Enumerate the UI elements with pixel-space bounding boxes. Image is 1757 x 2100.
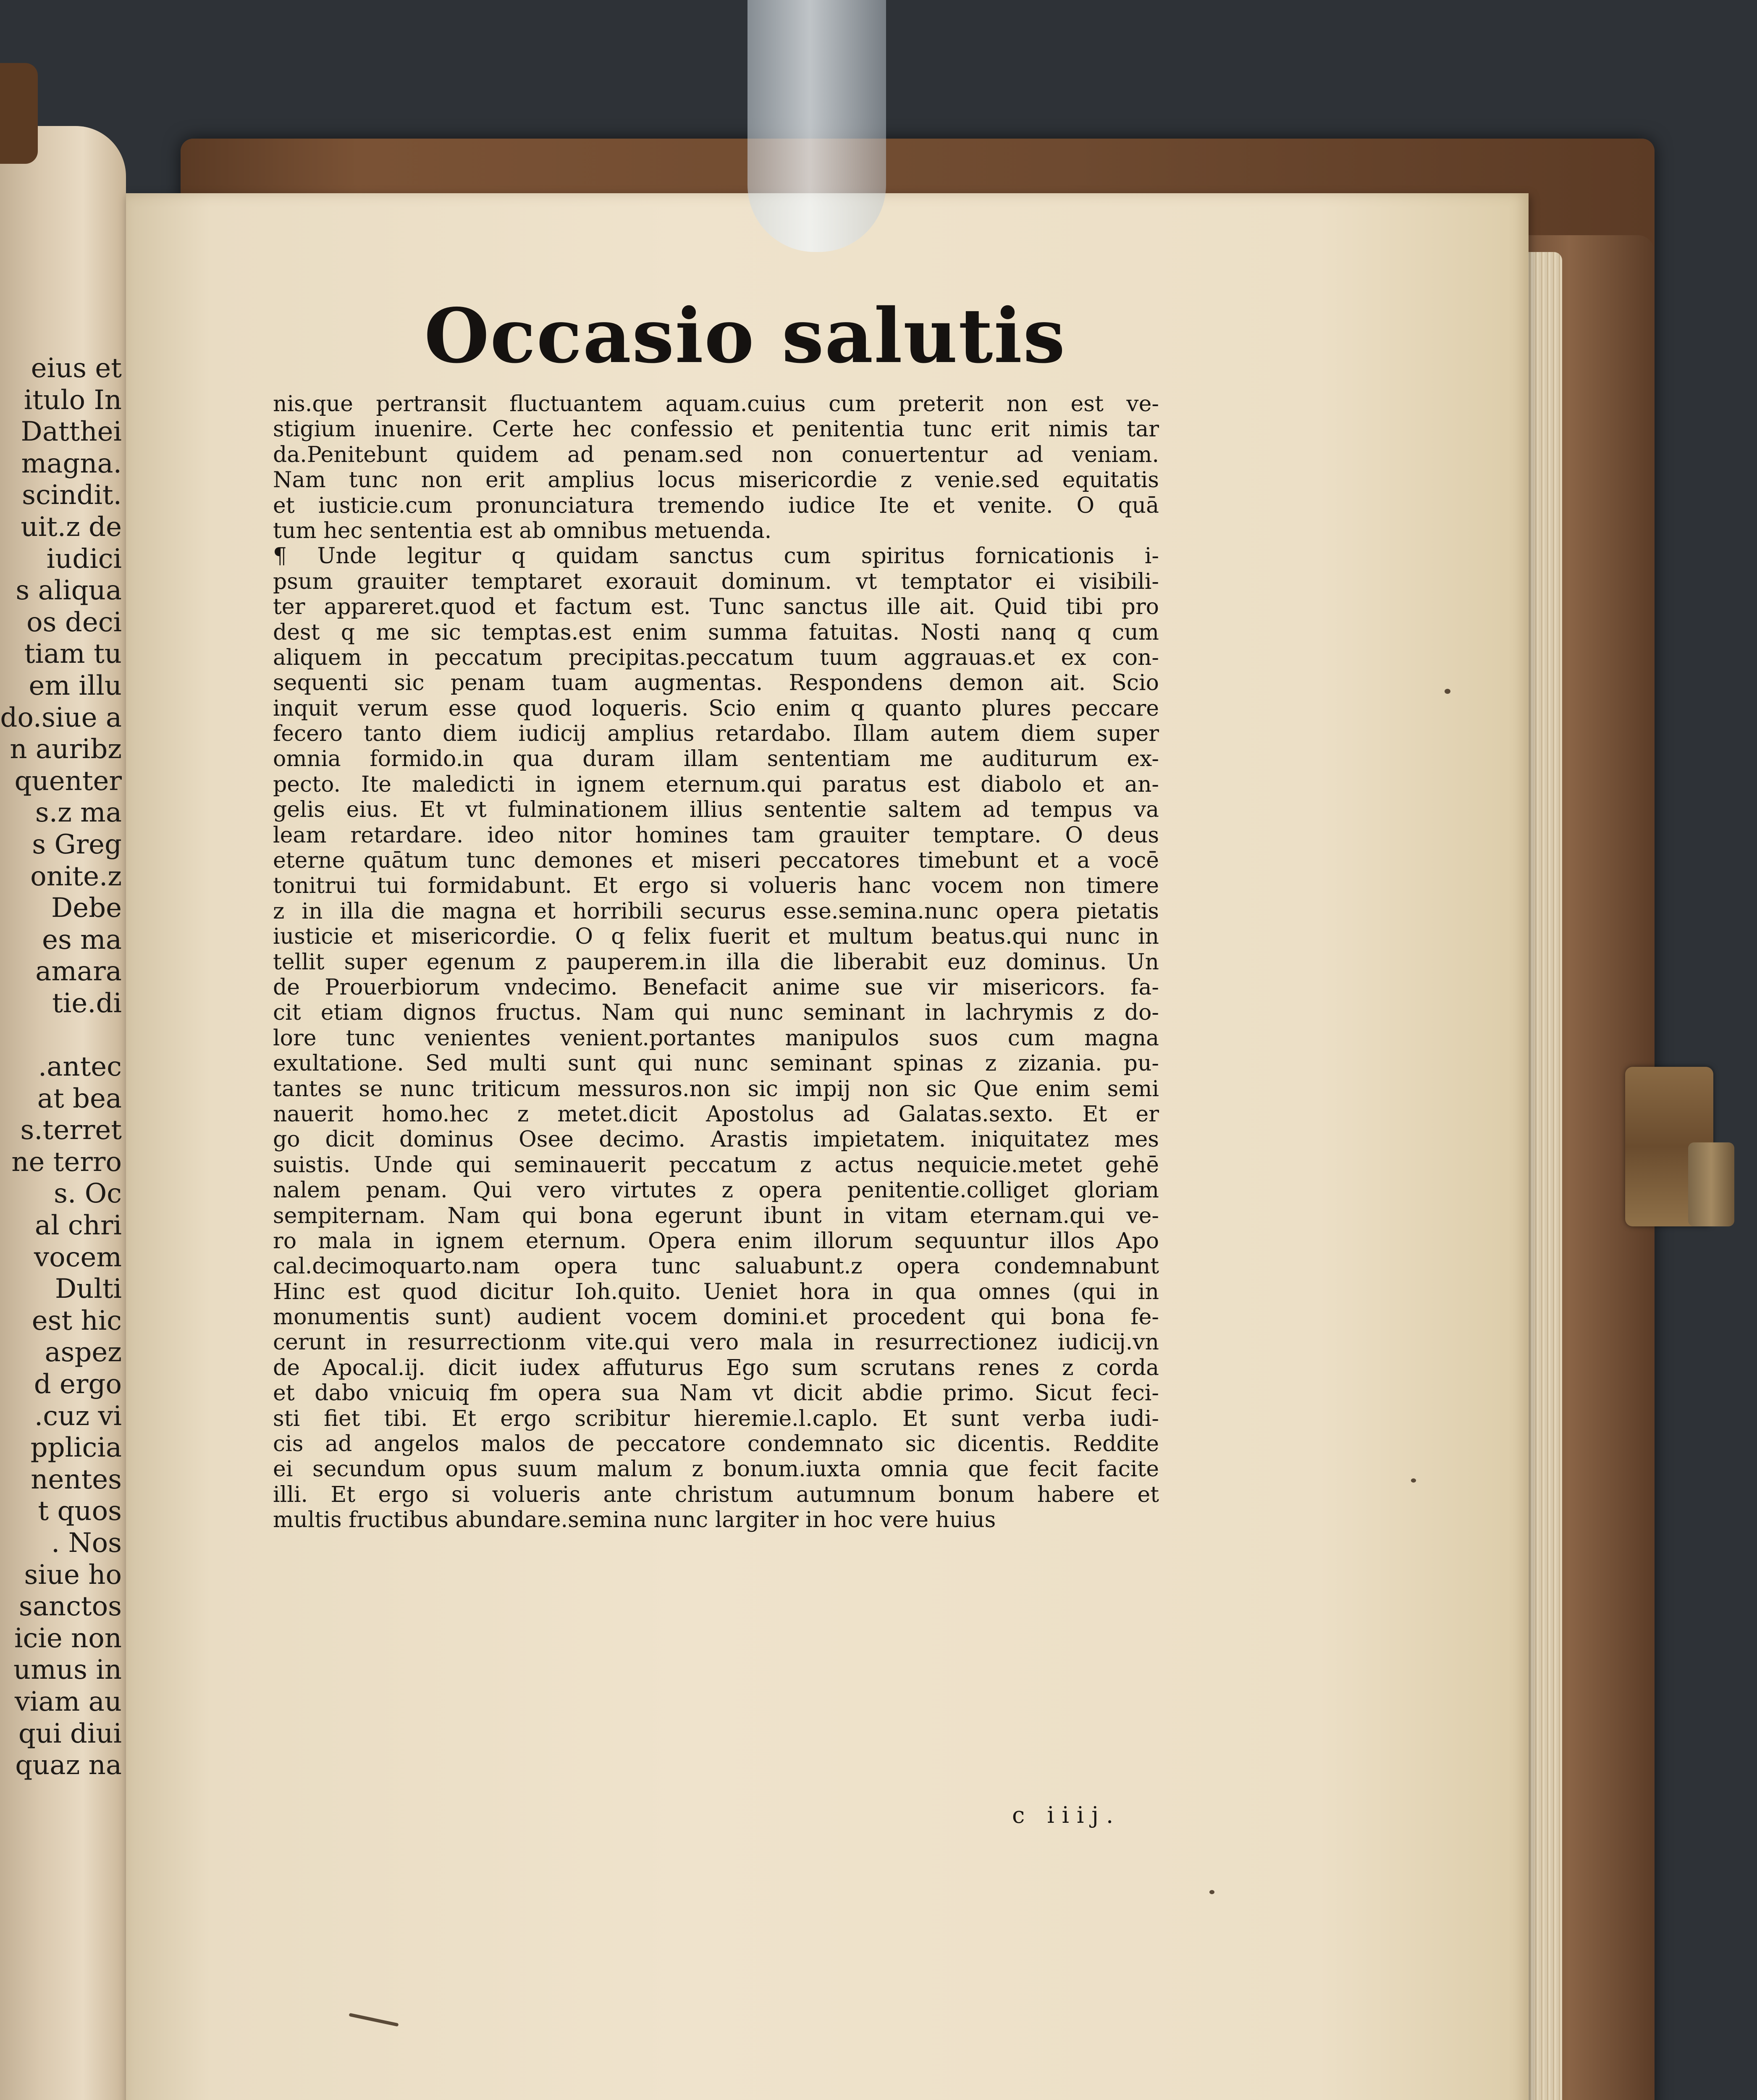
text-line: multis fructibus abundare.semina nunc largiter in hoc vere huius	[273, 1507, 996, 1533]
left-text-fragment: n auribz	[10, 734, 122, 765]
text-line: de Apocal.ij. dicit iudex affuturus Ego sum scrutans renes z corda	[273, 1355, 1159, 1381]
left-text-fragment: al chri	[34, 1210, 122, 1242]
text-line: cit etiam dignos fructus. Nam qui nunc seminant in lachrymis z do-	[273, 1000, 1159, 1026]
left-text-fragment: uit.z de	[21, 511, 122, 543]
left-text-fragment: magna.	[21, 448, 122, 479]
left-text-fragment: iudici	[46, 543, 122, 575]
text-line: et dabo vnicuiq fm opera sua Nam vt dicit abdie primo. Sicut feci-	[273, 1381, 1159, 1406]
left-text-fragment: .cuz vi	[34, 1400, 122, 1432]
text-line: sti fiet tibi. Et ergo scribitur hieremie.l.caplo. Et sunt verba iudi-	[273, 1406, 1159, 1431]
text-line: suistis. Unde qui seminauerit peccatum z actus nequicie.metet gehē	[273, 1152, 1159, 1178]
left-text-fragment: quaz na	[15, 1750, 122, 1781]
paper-speck	[1445, 689, 1450, 694]
text-line: dest q me sic temptas.est enim summa fatuitas. Nosti nanq q cum	[273, 620, 1159, 645]
running-head: Occasio salutis	[424, 292, 1066, 380]
left-text-fragment: d ergo	[34, 1369, 122, 1400]
left-text-fragment	[0, 1019, 122, 1051]
paper-speck	[1411, 1478, 1416, 1483]
left-text-fragment: os deci	[26, 606, 122, 638]
signature-mark: c iiij.	[1012, 1802, 1121, 1828]
text-line: ter appareret.quod et factum est. Tunc sanctus ille ait. Quid tibi pro	[273, 594, 1159, 620]
left-text-fragment: ne terro	[11, 1146, 122, 1178]
left-text-fragment: Datthei	[21, 416, 122, 448]
left-text-fragment: umus in	[13, 1654, 122, 1686]
left-text-fragment: aspez	[45, 1337, 122, 1368]
text-line: fecero tanto diem iudicij amplius retardabo. Illam autem diem super	[273, 721, 1159, 747]
text-line: monumentis sunt) audient vocem domini.et procedent qui bona fe-	[273, 1305, 1159, 1330]
text-line: leam retardare. ideo nitor homines tam grauiter temptare. O deus	[273, 822, 1159, 848]
text-line: stigium inuenire. Certe hec confessio et penitentia tunc erit nimis tar	[273, 417, 1159, 442]
text-line: et iusticie.cum pronunciatura tremendo iudice Ite et venite. O quā	[273, 493, 1159, 518]
left-text-fragment: s. Oc	[54, 1178, 122, 1210]
left-text-fragment: qui diui	[18, 1718, 122, 1749]
text-line: nalem penam. Qui vero virtutes z opera penitentie.colliget gloriam	[273, 1178, 1159, 1203]
left-text-fragment: Dulti	[55, 1273, 122, 1305]
text-line: cerunt in resurrectionm vite.qui vero mala in resurrectionez iudicij.vn	[273, 1330, 1159, 1355]
text-line: psum grauiter temptaret exorauit dominum. vt temptator ei visibili-	[273, 569, 1159, 594]
text-line: sempiternam. Nam qui bona egerunt ibunt in vitam eternam.qui ve-	[273, 1203, 1159, 1228]
text-line: gelis eius. Et vt fulminationem illius sententie saltem ad tempus va	[273, 797, 1159, 823]
left-text-fragment: icie non	[14, 1622, 122, 1654]
left-text-fragment: tie.di	[52, 987, 122, 1019]
text-line: pecto. Ite maledicti in ignem eternum.qui paratus est diabolo et an-	[273, 772, 1159, 797]
text-line: tum hec sententia est ab omnibus metuenda.	[273, 518, 772, 543]
paper-speck	[1209, 1890, 1214, 1894]
text-line: lore tunc venientes venient.portantes manipulos suos cum magna	[273, 1025, 1159, 1051]
text-line: eterne quātum tunc demones et miseri peccatores timebunt et a vocē	[273, 848, 1159, 874]
left-text-fragment: tiam tu	[24, 638, 122, 670]
text-line: cal.decimoquarto.nam opera tunc saluabunt.z opera condemnabunt	[273, 1254, 1159, 1279]
left-text-fragment: s Greg	[32, 829, 122, 860]
text-line: Nam tunc non erit amplius locus misericordie z venie.sed equitatis	[273, 467, 1159, 493]
body-text	[273, 391, 1159, 1533]
left-text-fragment: nentes	[31, 1464, 122, 1495]
text-line: cis ad angelos malos de peccatore condemnato sic dicentis. Reddite	[273, 1431, 1159, 1457]
text-line: ro mala in ignem eternum. Opera enim illorum sequuntur illos Apo	[273, 1228, 1159, 1254]
text-line: tonitrui tui formidabunt. Et ergo si volueris hanc vocem non timere	[273, 873, 1159, 899]
left-text-fragment: pplicia	[30, 1432, 122, 1464]
left-binding-tab	[0, 63, 38, 164]
text-line: tellit super egenum z pauperem.in illa die liberabit euz dominus. Un	[273, 949, 1159, 975]
page-holder-top	[747, 0, 886, 252]
text-line: go dicit dominus Osee decimo. Arastis impietatem. iniquitatez mes	[273, 1127, 1159, 1152]
text-line: Hinc est quod dicitur Ioh.quito. Ueniet hora in qua omnes (qui in	[273, 1279, 1159, 1305]
text-line: iusticie et misericordie. O q felix fuerit et multum beatus.qui nunc in	[273, 924, 1159, 950]
clasp-pin	[1688, 1142, 1734, 1226]
text-line: ¶ Unde legitur q quidam sanctus cum spiritus fornicationis i-	[273, 543, 1159, 569]
left-text-fragment: em illu	[29, 670, 122, 701]
text-line: ei secundum opus suum malum z bonum.iuxta omnia que fecit facite	[273, 1457, 1159, 1482]
left-text-fragment: s aliqua	[16, 575, 122, 606]
left-text-fragment: sanctos	[18, 1591, 122, 1622]
text-line: aliquem in peccatum precipitas.peccatum tuum aggrauas.et ex con-	[273, 645, 1159, 670]
text-line: da.Penitebunt quidem ad penam.sed non conuertentur ad veniam.	[273, 442, 1159, 467]
left-text-fragment: est hic	[31, 1305, 122, 1336]
left-text-fragment: t quos	[38, 1496, 122, 1527]
text-line: z in illa die magna et horribili securus esse.semina.nunc opera pietatis	[273, 898, 1159, 924]
text-line: sequenti sic penam tuam augmentas. Respondens demon ait. Scio	[273, 670, 1159, 696]
left-text-fragment: s.z ma	[35, 797, 122, 829]
left-text-fragment: eius et	[31, 353, 122, 384]
left-text-fragment: siue ho	[24, 1559, 122, 1591]
text-line: exultatione. Sed multi sunt qui nunc seminant spinas z zizania. pu-	[273, 1051, 1159, 1076]
text-line: illi. Et ergo si volueris ante christum autumnum bonum habere et	[273, 1482, 1159, 1507]
text-line: nauerit homo.hec z metet.dicit Apostolus ad Galatas.sexto. Et er	[273, 1101, 1159, 1127]
left-text-fragment: viam au	[14, 1686, 122, 1717]
left-text-fragment: itulo In	[24, 384, 122, 416]
text-line: omnia formido.in qua duram illam sententiam me auditurum ex-	[273, 746, 1159, 772]
left-text-fragment: at bea	[37, 1083, 122, 1114]
left-text-fragment: vocem	[34, 1242, 122, 1273]
text-line: tantes se nunc triticum messuros.non sic impij non sic Que enim semi	[273, 1076, 1159, 1102]
left-text-fragment: .antec	[38, 1051, 122, 1083]
left-page-text	[0, 353, 122, 1782]
left-text-fragment: Debe	[51, 892, 122, 924]
left-text-fragment: es ma	[42, 924, 122, 956]
left-text-fragment: amara	[35, 956, 122, 987]
text-line: inquit verum esse quod loqueris. Scio enim q quanto plures peccare	[273, 696, 1159, 721]
left-text-fragment: . Nos	[51, 1527, 122, 1559]
left-text-fragment: scindit.	[22, 480, 122, 511]
left-text-fragment: do.siue a	[0, 702, 122, 733]
left-text-fragment: quenter	[14, 765, 122, 797]
left-text-fragment: onite.z	[30, 861, 122, 892]
text-line: de Prouerbiorum vndecimo. Benefacit anime sue vir misericors. fa-	[273, 974, 1159, 1000]
text-line: nis.que pertransit fluctuantem aquam.cuius cum preterit non est ve-	[273, 391, 1159, 417]
left-text-fragment: s.terret	[20, 1115, 122, 1146]
